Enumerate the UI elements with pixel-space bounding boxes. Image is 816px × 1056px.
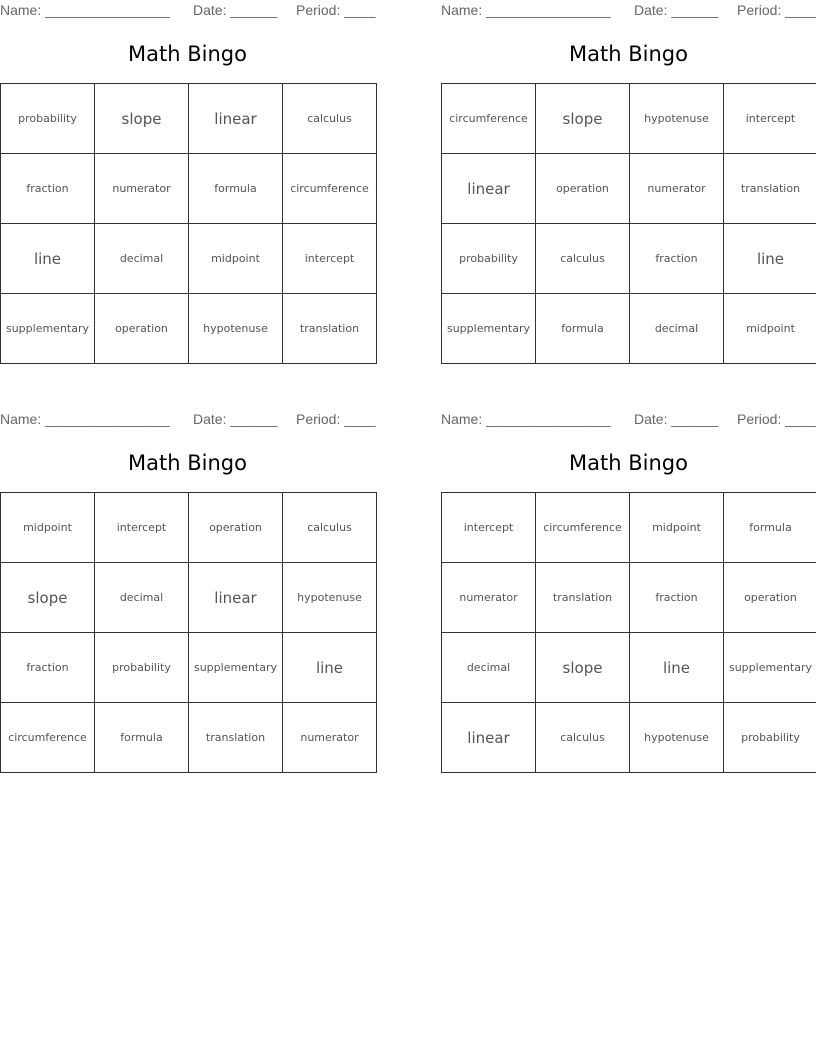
bingo-cell: intercept bbox=[442, 493, 536, 563]
date-field: Date: ______ bbox=[193, 2, 278, 18]
bingo-card bbox=[441, 409, 816, 781]
bingo-cell: hypotenuse bbox=[189, 294, 283, 364]
name-field: Name: ________________ bbox=[0, 411, 170, 427]
bingo-cell: formula bbox=[724, 493, 816, 563]
bingo-card bbox=[0, 409, 375, 781]
bingo-cell: fraction bbox=[630, 224, 724, 294]
grid-row bbox=[1, 563, 377, 633]
bingo-cell: operation bbox=[189, 493, 283, 563]
bingo-cell: numerator bbox=[95, 154, 189, 224]
date-field: Date: ______ bbox=[634, 2, 719, 18]
bingo-cell: line bbox=[1, 224, 95, 294]
bingo-cell: calculus bbox=[283, 84, 377, 154]
bingo-cell: line bbox=[283, 633, 377, 703]
bingo-grid bbox=[0, 83, 377, 364]
bingo-cell: circumference bbox=[536, 493, 630, 563]
bingo-cell: formula bbox=[536, 294, 630, 364]
bingo-cell: calculus bbox=[536, 224, 630, 294]
bingo-cell: decimal bbox=[95, 563, 189, 633]
bingo-cell: operation bbox=[95, 294, 189, 364]
grid-row bbox=[442, 563, 816, 633]
grid-row bbox=[1, 493, 377, 563]
grid-row bbox=[1, 633, 377, 703]
bingo-cell: decimal bbox=[630, 294, 724, 364]
bingo-cell: midpoint bbox=[630, 493, 724, 563]
bingo-cell: supplementary bbox=[1, 294, 95, 364]
bingo-cell: slope bbox=[95, 84, 189, 154]
bingo-cell: circumference bbox=[1, 703, 95, 773]
bingo-cell: linear bbox=[189, 84, 283, 154]
bingo-cell: midpoint bbox=[724, 294, 816, 364]
period-field: Period: ____ bbox=[296, 411, 376, 427]
bingo-cell: linear bbox=[189, 563, 283, 633]
bingo-cell: linear bbox=[442, 154, 536, 224]
bingo-cell: slope bbox=[1, 563, 95, 633]
student-info-line bbox=[0, 2, 375, 20]
bingo-cell: translation bbox=[283, 294, 377, 364]
bingo-card bbox=[0, 0, 375, 372]
period-field: Period: ____ bbox=[296, 2, 376, 18]
grid-row bbox=[1, 154, 377, 224]
card-title: Math Bingo bbox=[128, 451, 247, 475]
bingo-cell: intercept bbox=[724, 84, 816, 154]
date-field: Date: ______ bbox=[634, 411, 719, 427]
bingo-cell: operation bbox=[724, 563, 816, 633]
name-field: Name: ________________ bbox=[441, 2, 611, 18]
bingo-cell: hypotenuse bbox=[283, 563, 377, 633]
bingo-cell: midpoint bbox=[1, 493, 95, 563]
grid-row bbox=[442, 154, 816, 224]
bingo-cell: probability bbox=[1, 84, 95, 154]
bingo-cell: numerator bbox=[283, 703, 377, 773]
bingo-cell: linear bbox=[442, 703, 536, 773]
bingo-cell: formula bbox=[95, 703, 189, 773]
bingo-cell: midpoint bbox=[189, 224, 283, 294]
bingo-cell: numerator bbox=[630, 154, 724, 224]
grid-row bbox=[442, 224, 816, 294]
bingo-cell: intercept bbox=[283, 224, 377, 294]
name-field: Name: ________________ bbox=[0, 2, 170, 18]
grid-row bbox=[1, 294, 377, 364]
bingo-cell: translation bbox=[536, 563, 630, 633]
bingo-cell: hypotenuse bbox=[630, 84, 724, 154]
grid-row bbox=[442, 84, 816, 154]
bingo-grid bbox=[441, 83, 816, 364]
bingo-cell: supplementary bbox=[442, 294, 536, 364]
bingo-cell: line bbox=[724, 224, 816, 294]
grid-row bbox=[442, 294, 816, 364]
bingo-grid bbox=[0, 492, 377, 773]
bingo-cell: translation bbox=[189, 703, 283, 773]
bingo-grid bbox=[441, 492, 816, 773]
bingo-cell: circumference bbox=[283, 154, 377, 224]
bingo-cell: intercept bbox=[95, 493, 189, 563]
bingo-card bbox=[441, 0, 816, 372]
bingo-cell: numerator bbox=[442, 563, 536, 633]
name-field: Name: ________________ bbox=[441, 411, 611, 427]
bingo-cell: slope bbox=[536, 84, 630, 154]
bingo-cell: fraction bbox=[630, 563, 724, 633]
card-title: Math Bingo bbox=[569, 451, 688, 475]
bingo-cell: fraction bbox=[1, 633, 95, 703]
card-title: Math Bingo bbox=[569, 42, 688, 66]
grid-row bbox=[1, 224, 377, 294]
student-info-line bbox=[441, 2, 816, 20]
bingo-cell: line bbox=[630, 633, 724, 703]
bingo-cell: translation bbox=[724, 154, 816, 224]
grid-row bbox=[1, 84, 377, 154]
grid-row bbox=[1, 703, 377, 773]
bingo-cell: supplementary bbox=[189, 633, 283, 703]
bingo-cell: fraction bbox=[1, 154, 95, 224]
grid-row bbox=[442, 703, 816, 773]
bingo-cell: probability bbox=[724, 703, 816, 773]
student-info-line bbox=[441, 411, 816, 429]
date-field: Date: ______ bbox=[193, 411, 278, 427]
bingo-cell: slope bbox=[536, 633, 630, 703]
grid-row bbox=[442, 493, 816, 563]
bingo-cell: decimal bbox=[95, 224, 189, 294]
period-field: Period: ____ bbox=[737, 411, 816, 427]
bingo-cell: decimal bbox=[442, 633, 536, 703]
bingo-cell: operation bbox=[536, 154, 630, 224]
period-field: Period: ____ bbox=[737, 2, 816, 18]
bingo-cell: hypotenuse bbox=[630, 703, 724, 773]
bingo-cell: supplementary bbox=[724, 633, 816, 703]
grid-row bbox=[442, 633, 816, 703]
student-info-line bbox=[0, 411, 375, 429]
bingo-cell: calculus bbox=[536, 703, 630, 773]
bingo-cell: formula bbox=[189, 154, 283, 224]
bingo-cell: probability bbox=[442, 224, 536, 294]
bingo-cell: circumference bbox=[442, 84, 536, 154]
bingo-cell: calculus bbox=[283, 493, 377, 563]
bingo-cell: probability bbox=[95, 633, 189, 703]
card-title: Math Bingo bbox=[128, 42, 247, 66]
